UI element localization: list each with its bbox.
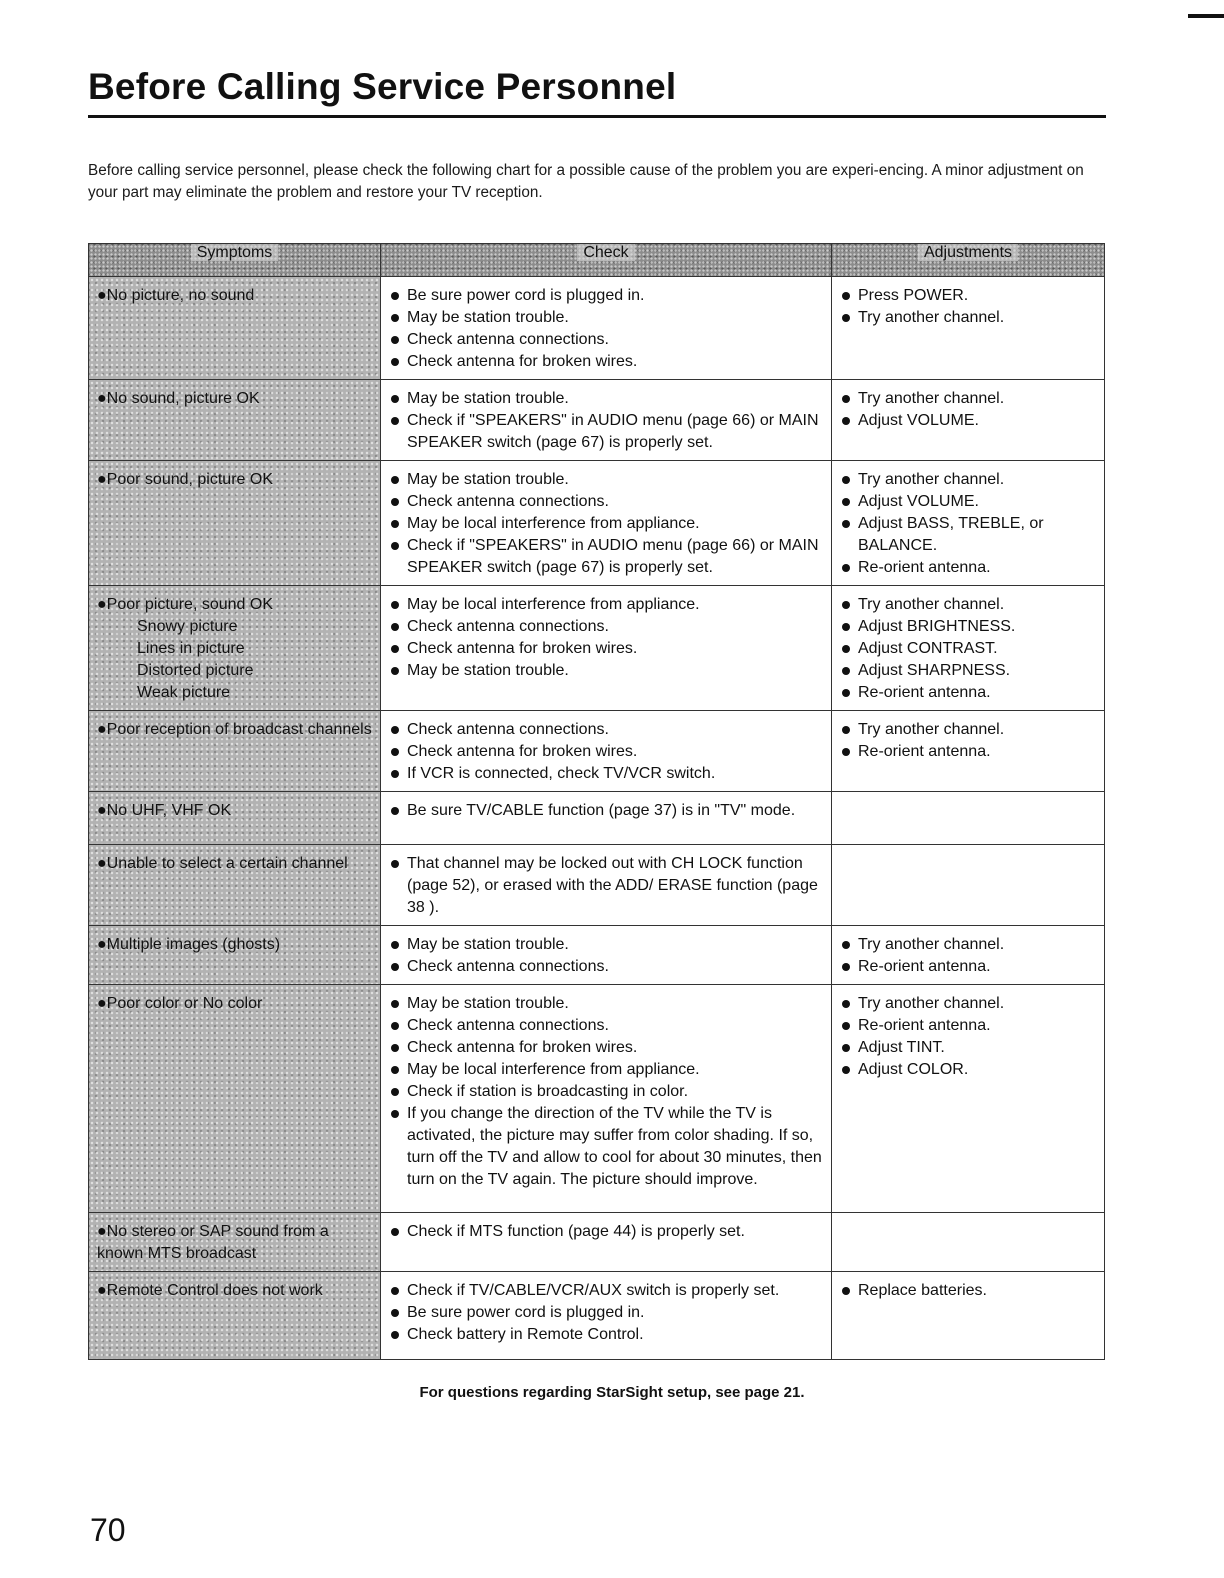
check-item: Check antenna for broken wires. <box>389 638 827 660</box>
bullet-icon: ● <box>97 287 107 304</box>
adjustment-item: Try another channel. <box>840 469 1100 491</box>
adjustment-item: Try another channel. <box>840 934 1100 956</box>
adjustment-item: Adjust COLOR. <box>840 1059 1100 1081</box>
check-item: That channel may be locked out with CH LOCK function (page 52), or erased with the ADD/ ERASE function (page 38 ). <box>389 853 827 919</box>
bullet-icon: ● <box>97 390 107 407</box>
check-cell-list <box>389 934 827 978</box>
header-check <box>381 244 832 277</box>
check-item: Check antenna connections. <box>389 1015 827 1037</box>
symptom-label: Unable to select a certain channel <box>106 855 348 872</box>
check-item: Check antenna connections. <box>389 719 827 741</box>
table-row <box>89 845 1105 926</box>
symptom-text <box>97 285 374 307</box>
intro-paragraph: Before calling service personnel, please check the following chart for a possible cause of the problem you are experi-encing. A minor adjustment on your part may eliminate the problem and restore your TV reception. <box>88 162 1084 201</box>
adjustment-cell <box>832 792 1105 845</box>
symptom-cell <box>89 277 381 380</box>
table-row <box>89 461 1105 586</box>
symptom-subitem: Distorted picture <box>137 662 254 679</box>
title-rule <box>88 115 1106 118</box>
header-check-label: Check <box>577 244 634 261</box>
check-item: Check antenna for broken wires. <box>389 741 827 763</box>
check-item: May be local interference from appliance. <box>389 513 827 535</box>
table-row <box>89 926 1105 985</box>
table-row <box>89 277 1105 380</box>
page-title: Before Calling Service Personnel <box>88 66 677 107</box>
symptom-subitem: Snowy picture <box>137 618 238 635</box>
check-cell-list <box>389 993 827 1191</box>
check-item: Check antenna connections. <box>389 329 827 351</box>
symptom-text <box>97 388 374 410</box>
footer-note: For questions regarding StarSight setup, see page 21. <box>419 1384 805 1401</box>
adjustment-cell <box>832 845 1105 926</box>
adjustment-cell <box>832 1213 1105 1272</box>
adjustment-item: Adjust VOLUME. <box>840 491 1100 513</box>
check-cell <box>381 277 832 380</box>
table-row <box>89 985 1105 1213</box>
check-item: May be local interference from appliance. <box>389 594 827 616</box>
symptom-cell <box>89 985 381 1213</box>
adjustment-cell <box>832 461 1105 586</box>
check-item: Check antenna for broken wires. <box>389 351 827 373</box>
corner-mark <box>1188 14 1224 18</box>
symptom-label: Poor sound, picture OK <box>106 471 273 488</box>
check-cell-list <box>389 800 827 822</box>
adjustment-item: Adjust SHARPNESS. <box>840 660 1100 682</box>
adjustment-item: Re-orient antenna. <box>840 741 1100 763</box>
adjustment-item: Press POWER. <box>840 285 1100 307</box>
adjustment-cell <box>832 711 1105 792</box>
check-item: Check if "SPEAKERS" in AUDIO menu (page 66) or MAIN SPEAKER switch (page 67) is properly set. <box>389 410 827 454</box>
symptom-text <box>97 993 374 1015</box>
adjustment-item: Adjust BASS, TREBLE, or BALANCE. <box>840 513 1100 557</box>
check-item: May be station trouble. <box>389 993 827 1015</box>
symptom-cell <box>89 380 381 461</box>
check-cell <box>381 985 832 1213</box>
check-item: Be sure TV/CABLE function (page 37) is in "TV" mode. <box>389 800 827 822</box>
table-row <box>89 711 1105 792</box>
adjustment-item: Adjust TINT. <box>840 1037 1100 1059</box>
adjustment-cell-list <box>840 993 1100 1081</box>
check-item: Check if TV/CABLE/VCR/AUX switch is properly set. <box>389 1280 827 1302</box>
symptom-label: No stereo or SAP sound from a known MTS broadcast <box>97 1223 329 1262</box>
symptom-subitem: Weak picture <box>137 684 231 701</box>
bullet-icon: ● <box>97 802 107 819</box>
check-item: Check antenna connections. <box>389 491 827 513</box>
symptom-label: No picture, no sound <box>106 287 255 304</box>
symptom-label: Multiple images (ghosts) <box>106 936 281 953</box>
table-header-row <box>89 244 1105 277</box>
bullet-icon: ● <box>97 855 107 872</box>
bullet-icon: ● <box>97 721 107 738</box>
check-cell <box>381 926 832 985</box>
symptom-cell <box>89 586 381 711</box>
symptom-text <box>97 1221 374 1265</box>
header-symptoms-label: Symptoms <box>191 244 279 261</box>
header-adjustments-label: Adjustments <box>918 244 1018 261</box>
check-cell <box>381 845 832 926</box>
symptom-text <box>97 469 374 491</box>
symptom-label: No sound, picture OK <box>106 390 260 407</box>
check-item: If you change the direction of the TV while the TV is activated, the picture may suffer from color shading. If so, turn off the TV and allow to cool for about 30 minutes, then turn on the TV again. The picture should improve. <box>389 1103 827 1191</box>
check-cell <box>381 711 832 792</box>
adjustment-item: Adjust CONTRAST. <box>840 638 1100 660</box>
adjustment-cell <box>832 985 1105 1213</box>
adjustment-item: Adjust VOLUME. <box>840 410 1100 432</box>
symptom-cell <box>89 792 381 845</box>
adjustment-cell <box>832 380 1105 461</box>
check-cell-list <box>389 594 827 682</box>
adjustment-cell-list <box>840 469 1100 579</box>
adjustment-cell-list <box>840 594 1100 704</box>
symptom-cell <box>89 711 381 792</box>
adjustment-cell <box>832 1272 1105 1360</box>
symptom-label: Remote Control does not work <box>106 1282 323 1299</box>
bullet-icon: ● <box>97 471 107 488</box>
adjustment-item: Try another channel. <box>840 388 1100 410</box>
adjustment-item: Re-orient antenna. <box>840 1015 1100 1037</box>
adjustment-item: Try another channel. <box>840 719 1100 741</box>
table-row <box>89 586 1105 711</box>
symptom-text <box>97 1280 374 1302</box>
symptom-cell <box>89 461 381 586</box>
symptom-subitem: Lines in picture <box>137 640 245 657</box>
symptom-label: Poor color or No color <box>106 995 263 1012</box>
table-row <box>89 1213 1105 1272</box>
table-row <box>89 1272 1105 1360</box>
adjustment-cell-list <box>840 719 1100 763</box>
adjustment-item: Try another channel. <box>840 993 1100 1015</box>
symptom-text <box>97 800 374 822</box>
symptom-label: Poor picture, sound OK <box>106 596 273 613</box>
check-item: Check if MTS function (page 44) is properly set. <box>389 1221 827 1243</box>
check-cell-list <box>389 285 827 373</box>
symptom-text <box>97 934 374 956</box>
symptom-label: Poor reception of broadcast channels <box>106 721 372 738</box>
adjustment-item: Re-orient antenna. <box>840 956 1100 978</box>
check-item: If VCR is connected, check TV/VCR switch. <box>389 763 827 785</box>
check-item: May be station trouble. <box>389 934 827 956</box>
check-cell-list <box>389 388 827 454</box>
adjustment-item: Re-orient antenna. <box>840 682 1100 704</box>
adjustment-cell-list <box>840 285 1100 329</box>
check-item: Be sure power cord is plugged in. <box>389 1302 827 1324</box>
check-item: May be local interference from appliance. <box>389 1059 827 1081</box>
adjustment-cell-list <box>840 1280 1100 1302</box>
adjustment-item: Adjust BRIGHTNESS. <box>840 616 1100 638</box>
check-cell-list <box>389 853 827 919</box>
check-item: Check if station is broadcasting in color. <box>389 1081 827 1103</box>
check-item: May be station trouble. <box>389 388 827 410</box>
symptom-cell <box>89 1272 381 1360</box>
symptom-text <box>97 719 374 741</box>
check-cell-list <box>389 1221 827 1243</box>
symptom-cell <box>89 1213 381 1272</box>
check-cell-list <box>389 1280 827 1346</box>
troubleshooting-table <box>88 243 1105 1360</box>
check-cell-list <box>389 719 827 785</box>
check-cell <box>381 792 832 845</box>
check-item: Check antenna for broken wires. <box>389 1037 827 1059</box>
check-item: Check antenna connections. <box>389 616 827 638</box>
check-cell <box>381 461 832 586</box>
symptom-cell <box>89 845 381 926</box>
adjustment-item: Try another channel. <box>840 594 1100 616</box>
check-cell <box>381 1213 832 1272</box>
header-symptoms <box>89 244 381 277</box>
symptom-label: No UHF, VHF OK <box>106 802 232 819</box>
table-body <box>89 277 1105 1360</box>
bullet-icon: ● <box>97 596 107 613</box>
symptom-text <box>97 594 374 616</box>
symptom-cell <box>89 926 381 985</box>
page-number: 70 <box>90 1512 126 1548</box>
bullet-icon: ● <box>97 1223 107 1240</box>
check-cell <box>381 380 832 461</box>
bullet-icon: ● <box>97 995 107 1012</box>
adjustment-item: Try another channel. <box>840 307 1100 329</box>
check-cell-list <box>389 469 827 579</box>
check-item: Check antenna connections. <box>389 956 827 978</box>
check-cell <box>381 1272 832 1360</box>
adjustment-cell <box>832 277 1105 380</box>
check-item: Check battery in Remote Control. <box>389 1324 827 1346</box>
header-adjustments <box>832 244 1105 277</box>
symptom-text <box>97 853 374 875</box>
adjustment-cell <box>832 926 1105 985</box>
adjustment-cell <box>832 586 1105 711</box>
check-item: May be station trouble. <box>389 469 827 491</box>
check-item: May be station trouble. <box>389 307 827 329</box>
check-item: May be station trouble. <box>389 660 827 682</box>
adjustment-cell-list <box>840 934 1100 978</box>
adjustment-item: Replace batteries. <box>840 1280 1100 1302</box>
table-row <box>89 380 1105 461</box>
check-item: Check if "SPEAKERS" in AUDIO menu (page 66) or MAIN SPEAKER switch (page 67) is properly set. <box>389 535 827 579</box>
bullet-icon: ● <box>97 936 107 953</box>
adjustment-item: Re-orient antenna. <box>840 557 1100 579</box>
check-cell <box>381 586 832 711</box>
table-row <box>89 792 1105 845</box>
adjustment-cell-list <box>840 388 1100 432</box>
check-item: Be sure power cord is plugged in. <box>389 285 827 307</box>
bullet-icon: ● <box>97 1282 107 1299</box>
